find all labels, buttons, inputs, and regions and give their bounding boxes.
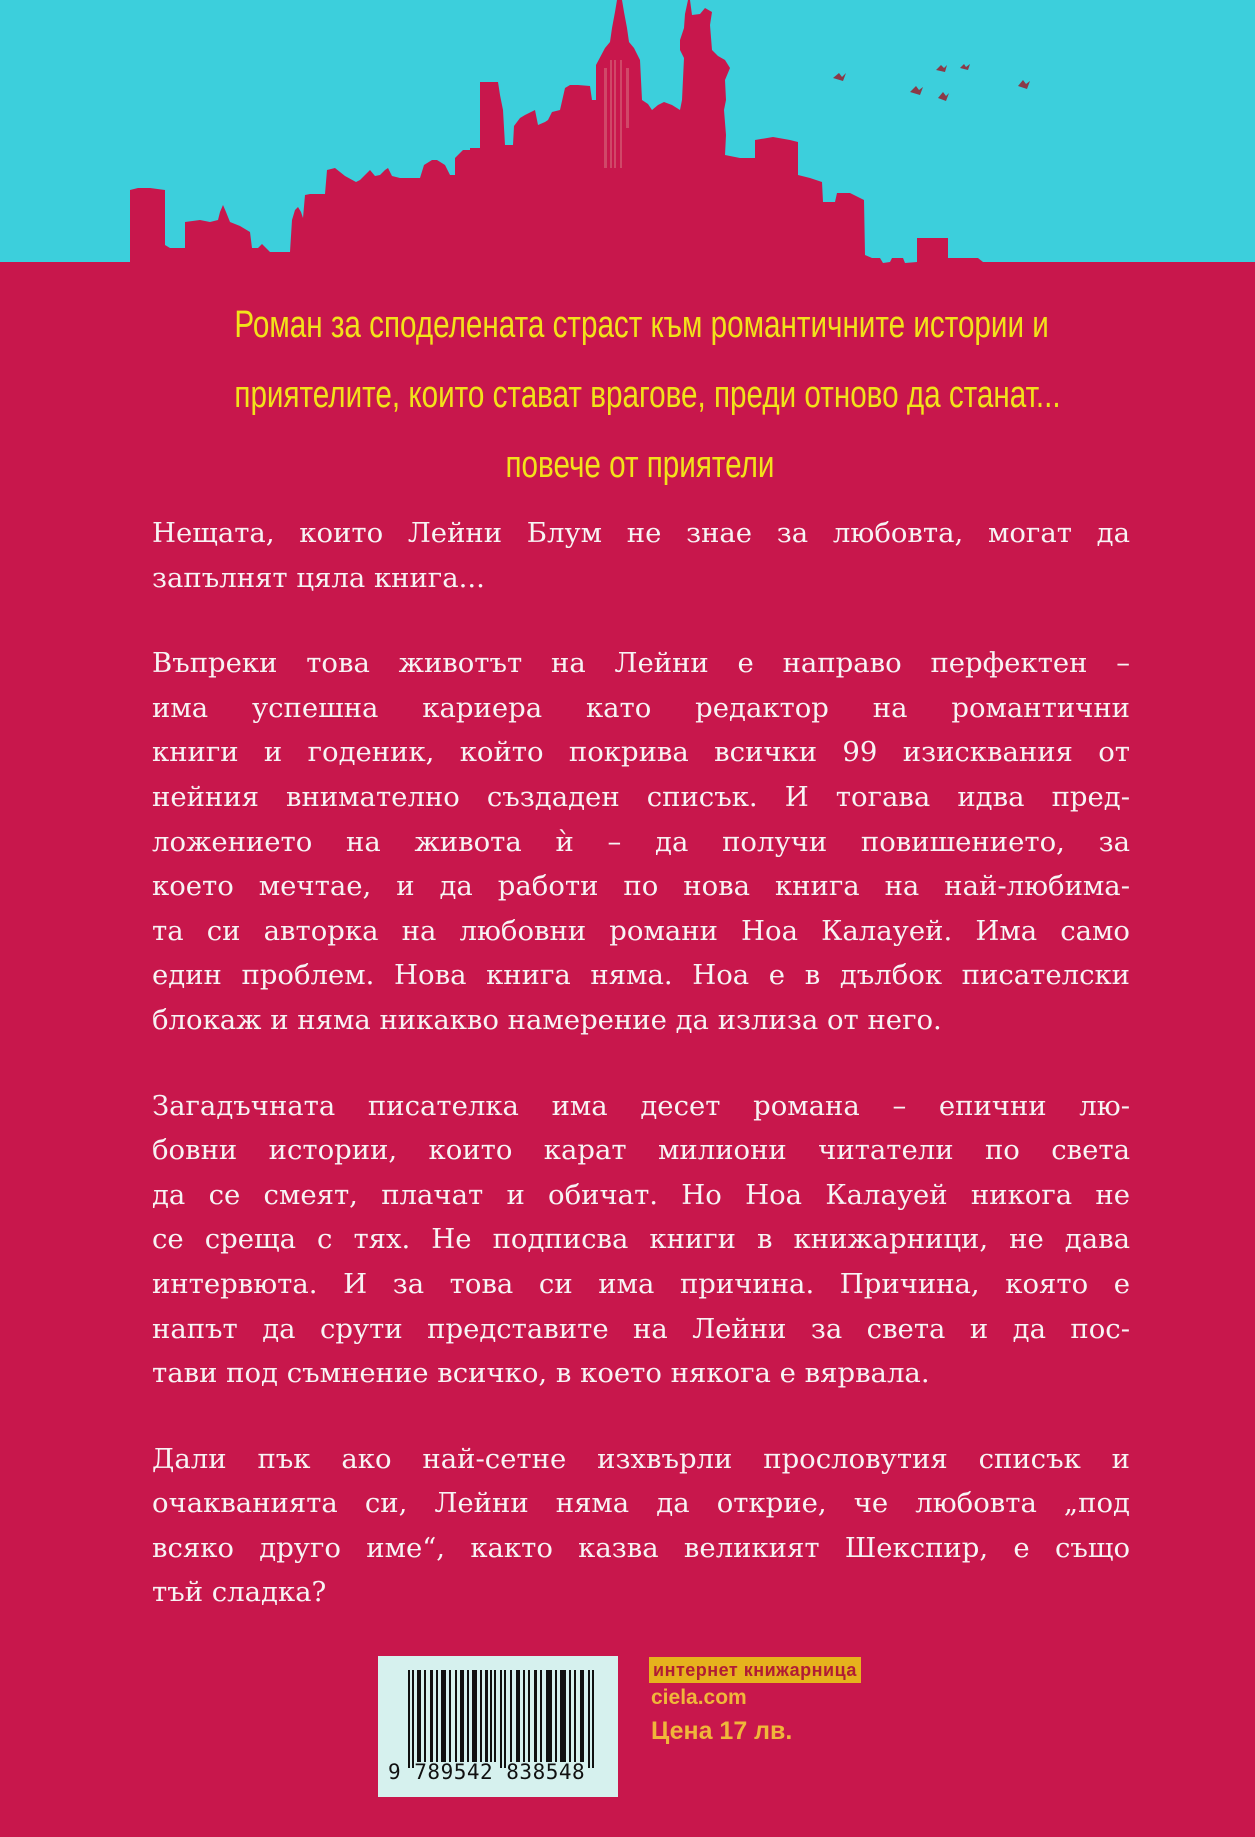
tagline: [234, 290, 1061, 500]
city-skyline-icon: [0, 0, 1255, 280]
blurb-line: бовни истории, които карат милиони читатели по света: [152, 1134, 1130, 1167]
blurb-line: тъй сладка?: [152, 1576, 327, 1609]
publisher-website: ciela.com: [651, 1686, 747, 1709]
blurb-line: нейния внимателно създаден списък. И тогава идва пред-: [152, 780, 1130, 813]
blurb-line: един проблем. Нова книга няма. Ноа е в дълбок писателски: [152, 959, 1130, 992]
blurb-line: очакванията си, Лейни няма да открие, че любовта „под: [152, 1487, 1130, 1520]
blurb-line: да се смеят, плачат и обичат. Но Ноа Калауей никога не: [152, 1178, 1130, 1211]
blurb-line: което мечтае, и да работи по нова книга на най-любима-: [152, 870, 1130, 903]
price-label: Цена 17 лв.: [651, 1717, 793, 1745]
barcode-icon: [404, 1670, 604, 1768]
blurb-line: та си авторка на любовни романи Ноа Калауей. Има само: [152, 914, 1130, 947]
blurb-paragraph: [152, 1437, 1130, 1615]
blurb-paragraph: [152, 511, 1130, 600]
blurb-paragraph: [152, 641, 1130, 1042]
blurb: [152, 511, 1130, 1656]
isbn-number: 9 789542 838548: [388, 1760, 586, 1784]
blurb-paragraph: [152, 1084, 1130, 1396]
blurb-line: книги и годеник, който покрива всички 99 изисквания от: [152, 736, 1130, 769]
blurb-line: Загадъчната писателка има десет романа – епични лю-: [152, 1089, 1130, 1122]
isbn-barcode: [378, 1656, 618, 1797]
blurb-line: се среща с тях. Не подписва книги в книжарници, не дава: [152, 1223, 1130, 1256]
blurb-line: има успешна кариера като редактор на романтични: [152, 691, 1130, 724]
blurb-line: Въпреки това животът на Лейни е направо перфектен –: [152, 647, 1130, 680]
blurb-line: напът да срути представите на Лейни за света и да пос-: [152, 1312, 1130, 1345]
blurb-line: запълнят цяла книга...: [152, 561, 485, 594]
blurb-line: блокаж и няма никакво намерение да излиза от него.: [152, 1003, 942, 1036]
online-bookstore-label: интернет книжарница: [649, 1657, 861, 1683]
blurb-line: тави под съмнение всичко, в което някога е вярвала.: [152, 1357, 930, 1390]
tagline-line: повече от приятели: [505, 444, 775, 486]
blurb-line: Дали пък ако най-сетне изхвърли прословутия списък и: [152, 1442, 1130, 1475]
birds-icon: [833, 64, 1030, 101]
blurb-line: Нещата, които Лейни Блум не знае за любовта, могат да: [152, 517, 1130, 549]
tagline-line: приятелите, които стават врагове, преди отново да станат...: [234, 374, 1061, 416]
blurb-line: интервюта. И за това си има причина. Причина, която е: [152, 1267, 1130, 1300]
blurb-line: ложението на живота ѝ – да получи повишението, за: [152, 825, 1130, 858]
blurb-line: всяко друго име“, както казва великият Шекспир, е също: [152, 1531, 1130, 1564]
tagline-line: Роман за споделената страст към романтичните истории и: [234, 304, 1049, 346]
